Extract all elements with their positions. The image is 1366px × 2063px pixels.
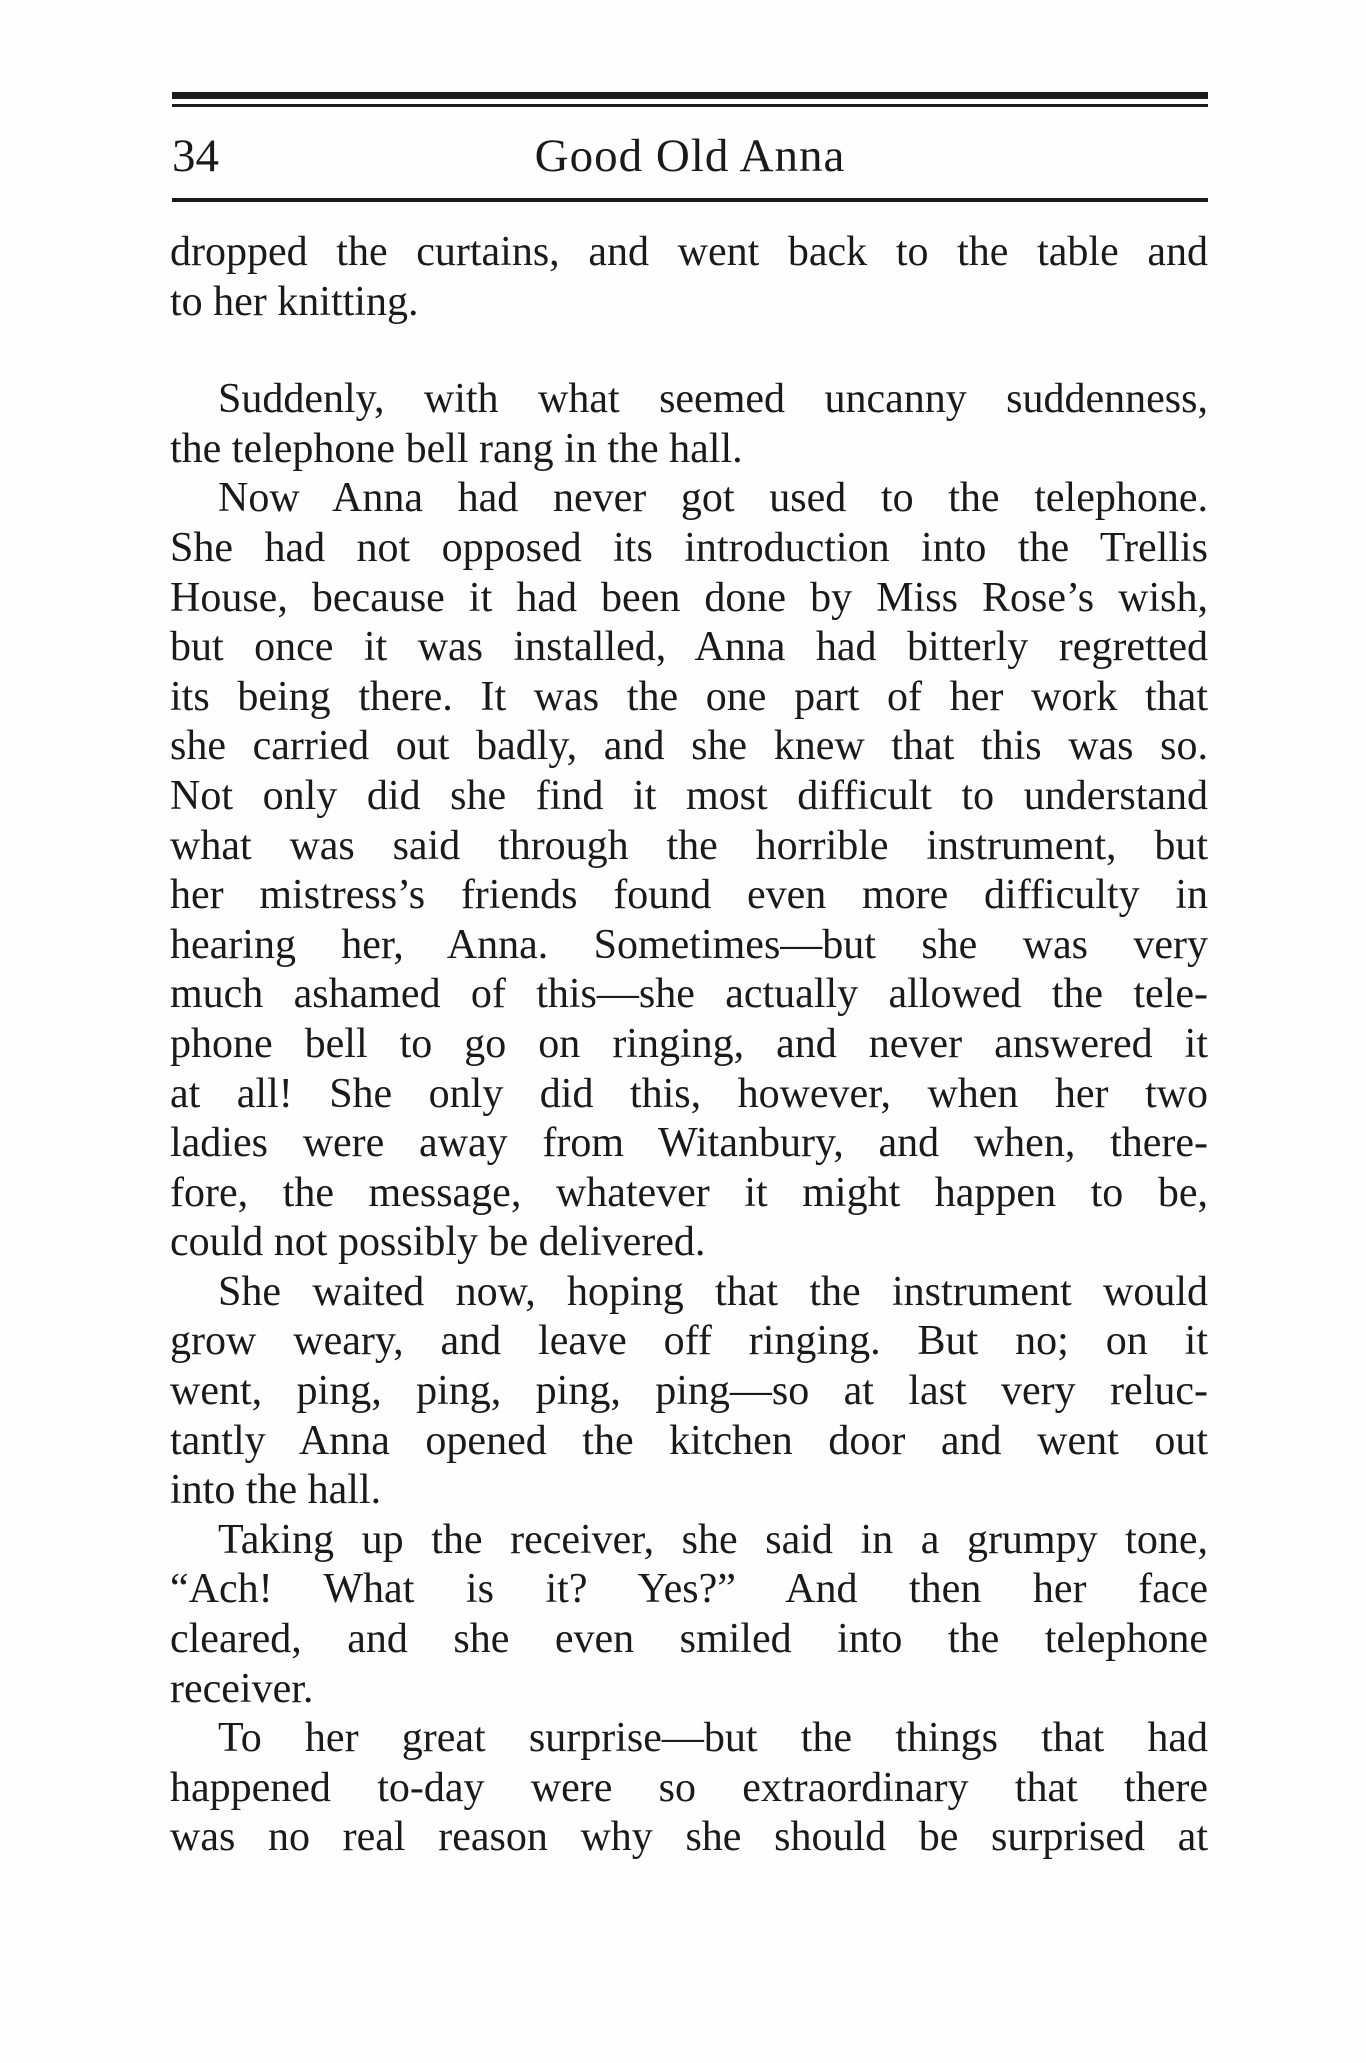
section-break — [170, 327, 1208, 375]
text-line: hearing her, Anna. Sometimes—but she was very — [170, 921, 1208, 968]
text-line: To her great surprise—but the things that had — [218, 1715, 1208, 1762]
paragraph — [170, 1714, 1208, 1863]
header-rule-bottom — [172, 198, 1208, 202]
text-line: she carried out badly, and she knew that this was so. — [170, 723, 1208, 770]
text-line: Suddenly, with what seemed uncanny suddenness, — [218, 376, 1208, 423]
body-text — [170, 228, 1208, 1863]
text-line: much ashamed of this—she actually allowed the tele- — [170, 971, 1208, 1018]
text-line: tantly Anna opened the kitchen door and went out — [170, 1417, 1208, 1464]
paragraph — [170, 1516, 1208, 1714]
paragraph — [170, 474, 1208, 1268]
text-line: Taking up the receiver, she said in a grumpy tone, — [218, 1516, 1208, 1563]
header-rule-thick — [172, 92, 1208, 99]
text-line: grow weary, and leave off ringing. But no; on it — [170, 1318, 1208, 1365]
paragraph — [170, 375, 1208, 474]
text-line: to her knitting. — [170, 278, 419, 325]
text-line: House, because it had been done by Miss Rose’s wish, — [170, 574, 1208, 621]
text-line: but once it was installed, Anna had bitterly regretted — [170, 624, 1208, 671]
text-line: into the hall. — [170, 1467, 382, 1514]
text-line: its being there. It was the one part of her work that — [170, 673, 1208, 720]
text-line: what was said through the horrible instrument, but — [170, 822, 1208, 869]
page-number: 34 — [172, 130, 219, 182]
paragraph — [170, 228, 1208, 327]
text-line: fore, the message, whatever it might happen to be, — [170, 1169, 1208, 1216]
text-line: Now Anna had never got used to the telephone. — [218, 475, 1208, 522]
text-line: the telephone bell rang in the hall. — [170, 425, 743, 472]
text-line: could not possibly be delivered. — [170, 1219, 706, 1266]
text-line: Not only did she find it most difficult to understand — [170, 772, 1208, 819]
text-line: She waited now, hoping that the instrument would — [218, 1268, 1208, 1315]
text-line: receiver. — [170, 1665, 314, 1712]
paragraph — [170, 1268, 1208, 1516]
text-line: dropped the curtains, and went back to the table and — [170, 229, 1208, 275]
text-line: went, ping, ping, ping, ping—so at last very reluc- — [170, 1368, 1208, 1415]
text-line: ladies were away from Witanbury, and when, there- — [170, 1120, 1208, 1167]
text-line: cleared, and she even smiled into the telephone — [170, 1616, 1208, 1663]
text-line: her mistress’s friends found even more difficulty in — [170, 872, 1208, 919]
text-line: She had not opposed its introduction into the Trellis — [170, 524, 1208, 571]
text-line: happened to-day were so extraordinary that there — [170, 1764, 1208, 1811]
text-line: was no real reason why she should be surprised at — [170, 1814, 1208, 1861]
text-line: “Ach! What is it? Yes?” And then her face — [170, 1566, 1208, 1613]
running-header — [172, 126, 1208, 186]
text-line: phone bell to go on ringing, and never answered it — [170, 1020, 1208, 1067]
text-line: at all! She only did this, however, when her two — [170, 1070, 1208, 1117]
header-rule-thin — [172, 104, 1208, 107]
running-title: Good Old Anna — [534, 130, 846, 182]
